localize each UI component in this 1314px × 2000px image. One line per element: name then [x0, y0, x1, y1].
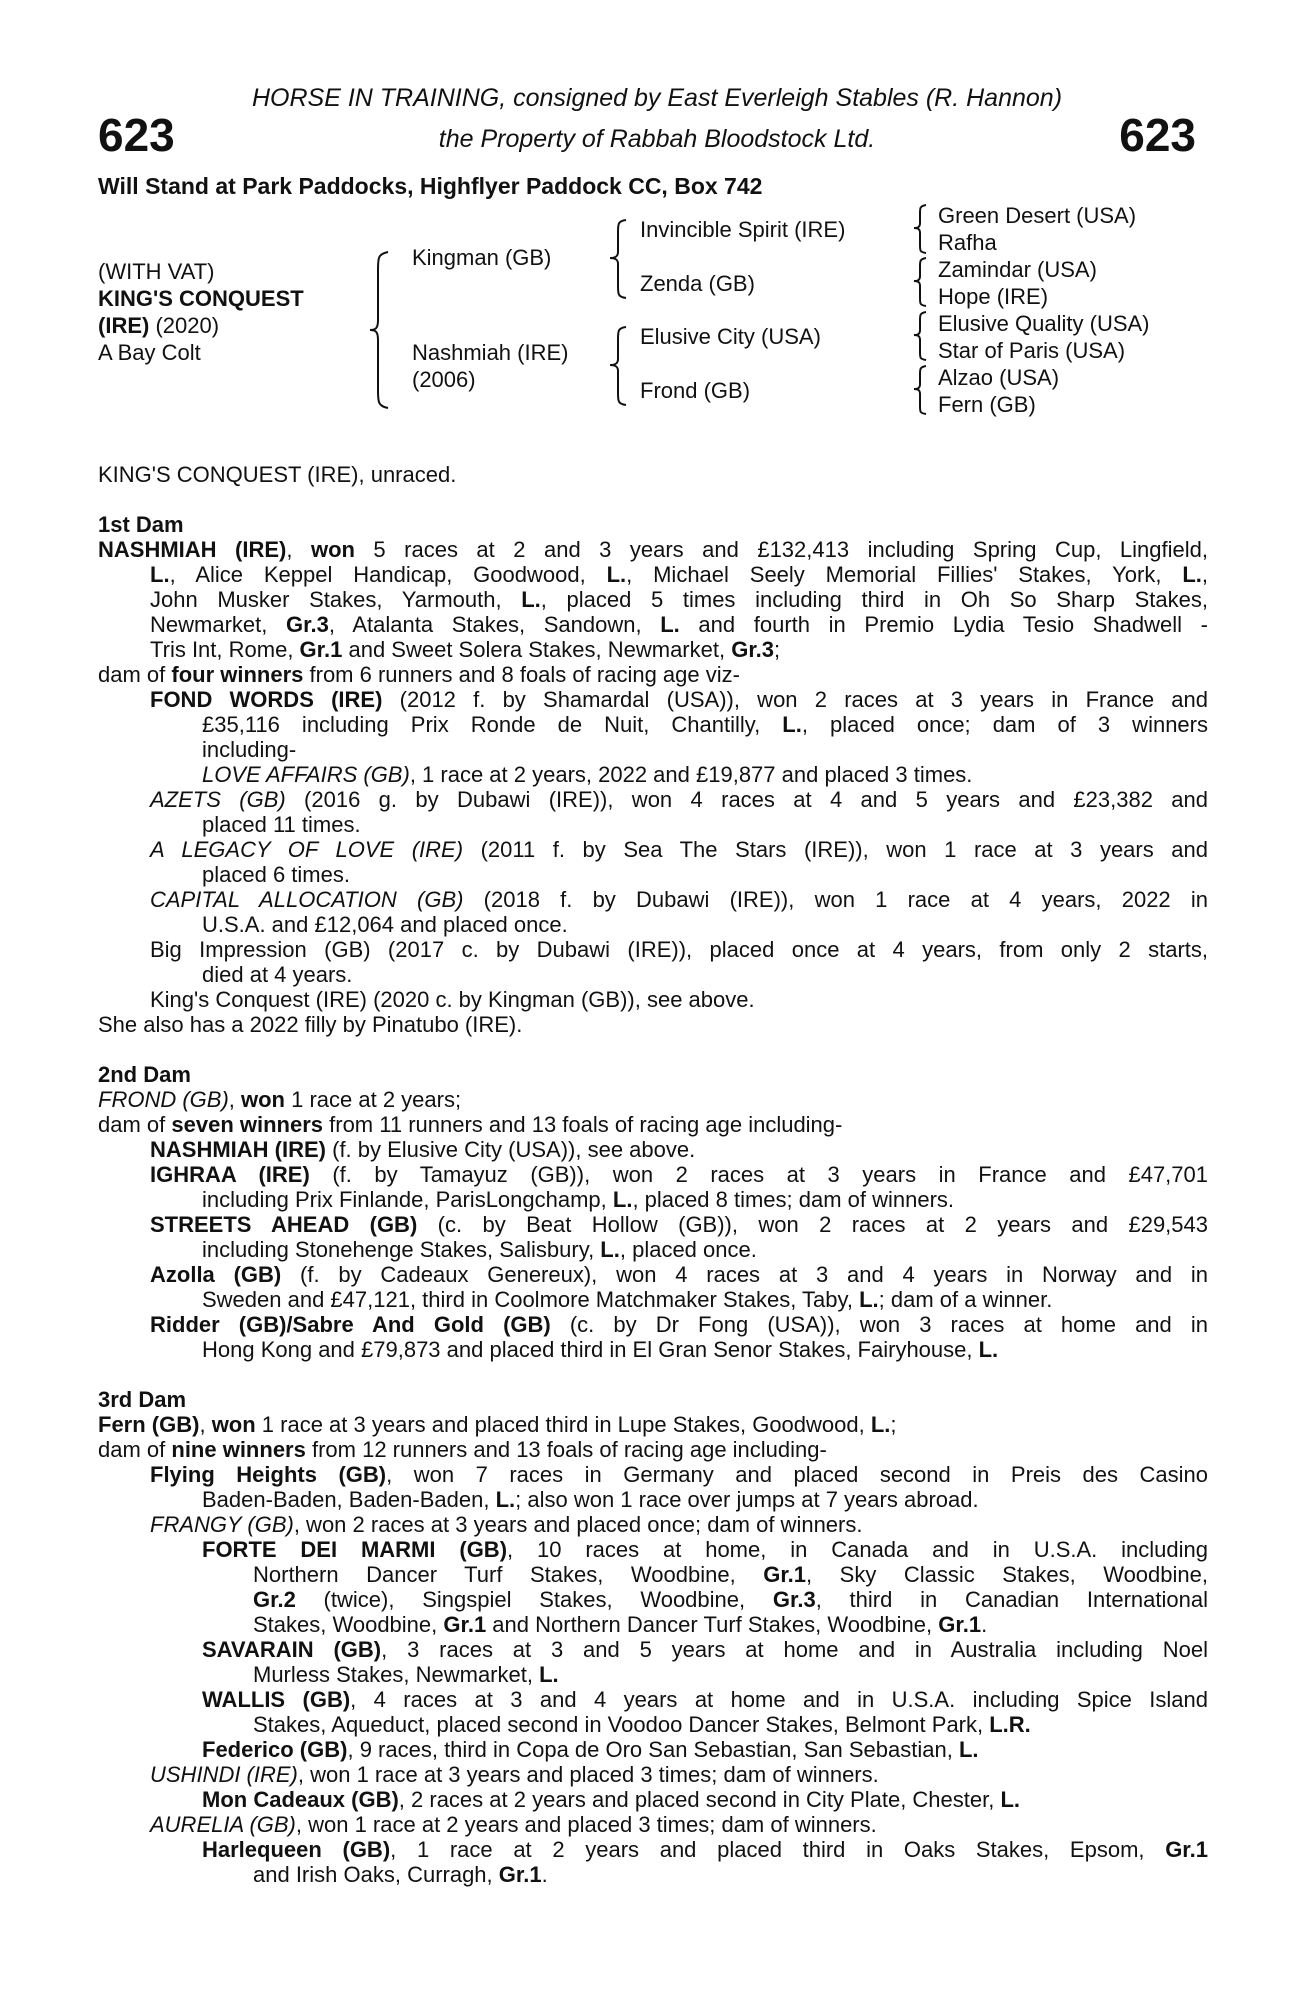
consignment-line: HORSE IN TRAINING, consigned by East Everleigh Stables (R. Hannon) — [251, 84, 1063, 112]
produce-entry: Ridder (GB)/Sabre And Gold (GB) (c. by Dr Fong (USA)), won 3 races at home and in — [150, 1312, 1209, 1337]
dam: Nashmiah (IRE) — [412, 340, 569, 365]
produce-entry: Stakes, Aqueduct, placed second in Voodoo Dancer Stakes, Belmont Park, L.R. — [253, 1712, 1031, 1737]
produce-entry: including Stonehenge Stakes, Salisbury, L., placed once. — [202, 1237, 757, 1262]
produce-entry: Mon Cadeaux (GB), 2 races at 2 years and placed second in City Plate, Chester, L. — [202, 1787, 1021, 1812]
produce-entry: and Irish Oaks, Curragh, Gr.1. — [253, 1862, 548, 1887]
produce-entry: died at 4 years. — [202, 962, 353, 987]
produce-entry: including- — [202, 737, 297, 762]
produce-entry: Hong Kong and £79,873 and placed third in El Gran Senor Stakes, Fairyhouse, L. — [202, 1337, 999, 1362]
produce-entry: AURELIA (GB), won 1 race at 2 years and placed 3 times; dam of winners. — [150, 1812, 877, 1837]
produce-entry: Gr.2 (twice), Singspiel Stakes, Woodbine, Gr.3, third in Canadian International — [253, 1587, 1208, 1612]
racing-status: KING'S CONQUEST (IRE), unraced. — [98, 462, 457, 487]
produce-entry: Harlequeen (GB), 1 race at 2 years and placed third in Oaks Stakes, Epsom, Gr.1 — [202, 1837, 1208, 1862]
dam2-line: FROND (GB), won 1 race at 2 years; — [98, 1087, 462, 1112]
dam3-produce-summary: dam of nine winners from 12 runners and 13 foals of racing age including- — [98, 1437, 827, 1462]
dam3-line: Fern (GB), won 1 race at 3 years and placed third in Lupe Stakes, Goodwood, L.; — [98, 1412, 897, 1437]
produce-entry: SAVARAIN (GB), 3 races at 3 and 5 years at home and in Australia including Noel — [202, 1637, 1208, 1662]
produce-entry: A LEGACY OF LOVE (IRE) (2011 f. by Sea The Stars (IRE)), won 1 race at 3 years and — [150, 837, 1208, 862]
dam3-heading: 3rd Dam — [98, 1387, 187, 1412]
produce-entry: AZETS (GB) (2016 g. by Dubawi (IRE)), won 4 races at 4 and 5 years and £23,382 and — [150, 787, 1209, 812]
produce-entry: FORTE DEI MARMI (GB), 10 races at home, in Canada and in U.S.A. including — [202, 1537, 1208, 1562]
produce-entry: £35,116 including Prix Ronde de Nuit, Chantilly, L., placed once; dam of 3 winners — [202, 712, 1208, 737]
dam2-produce-summary: dam of seven winners from 11 runners and 13 foals of racing age including- — [98, 1112, 843, 1137]
produce-entry: CAPITAL ALLOCATION (GB) (2018 f. by Dubawi (IRE)), won 1 race at 4 years, 2022 in — [150, 887, 1208, 912]
sd-sire: Zamindar (USA) — [938, 257, 1097, 282]
lot-number-right: 623 — [1119, 109, 1196, 161]
ss-dam: Rafha — [938, 230, 997, 255]
produce-entry: Stakes, Woodbine, Gr.1 and Northern Dancer Turf Stakes, Woodbine, Gr.1. — [253, 1612, 988, 1637]
ds-dam: Star of Paris (USA) — [938, 338, 1126, 363]
produce-entry: LOVE AFFAIRS (GB), 1 race at 2 years, 2022 and £19,877 and placed 3 times. — [202, 762, 973, 787]
sd-dam: Hope (IRE) — [938, 284, 1049, 309]
dd-brace — [912, 364, 930, 416]
produce-entry: King's Conquest (IRE) (2020 c. by Kingman (GB)), see above. — [150, 987, 755, 1012]
produce-entry: She also has a 2022 filly by Pinatubo (IRE). — [98, 1012, 523, 1037]
ds-sire: Elusive Quality (USA) — [938, 311, 1150, 336]
vat-note: (WITH VAT) — [98, 259, 215, 284]
ss-brace — [912, 203, 930, 255]
produce-entry: Northern Dancer Turf Stakes, Woodbine, Gr.1, Sky Classic Stakes, Woodbine, — [253, 1562, 1208, 1587]
dam1-line: NASHMIAH (IRE), won 5 races at 2 and 3 years and £132,413 including Spring Cup, Lingfield, — [98, 537, 1208, 562]
horse-description: A Bay Colt — [98, 340, 201, 365]
produce-entry: Flying Heights (GB), won 7 races in Germany and placed second in Preis des Casino — [150, 1462, 1208, 1487]
produce-entry: Sweden and £47,121, third in Coolmore Matchmaker Stakes, Taby, L.; dam of a winner. — [202, 1287, 1053, 1312]
produce-entry: WALLIS (GB), 4 races at 3 and 4 years at home and in U.S.A. including Spice Island — [202, 1687, 1208, 1712]
dam1-line: Tris Int, Rome, Gr.1 and Sweet Solera Stakes, Newmarket, Gr.3; — [150, 637, 781, 662]
stand-location: Will Stand at Park Paddocks, Highflyer Paddock CC, Box 742 — [98, 173, 763, 199]
dam1-produce-summary: dam of four winners from 6 runners and 8 foals of racing age viz- — [98, 662, 740, 687]
produce-entry: Azolla (GB) (f. by Cadeaux Genereux), won 4 races at 3 and 4 years in Norway and in — [150, 1262, 1208, 1287]
produce-entry: Federico (GB), 9 races, third in Copa de Oro San Sebastian, San Sebastian, L. — [202, 1737, 979, 1762]
sd-brace — [912, 256, 930, 308]
produce-entry: STREETS AHEAD (GB) (c. by Beat Hollow (GB)), won 2 races at 2 years and £29,543 — [150, 1212, 1208, 1237]
produce-entry: Murless Stakes, Newmarket, L. — [253, 1662, 559, 1687]
produce-entry: IGHRAA (IRE) (f. by Tamayuz (GB)), won 2 races at 3 years in France and £47,701 — [150, 1162, 1208, 1187]
produce-entry: placed 6 times. — [202, 862, 350, 887]
dam-dam: Frond (GB) — [640, 378, 751, 403]
dam-year: (2006) — [412, 367, 476, 392]
lot-number-left: 623 — [98, 109, 175, 161]
dam-sire: Elusive City (USA) — [640, 324, 821, 349]
produce-entry: Baden-Baden, Baden-Baden, L.; also won 1 race over jumps at 7 years abroad. — [202, 1487, 979, 1512]
produce-entry: FOND WORDS (IRE) (2012 f. by Shamardal (USA)), won 2 races at 3 years in France and — [150, 687, 1208, 712]
produce-entry: FRANGY (GB), won 2 races at 3 years and placed once; dam of winners. — [150, 1512, 863, 1537]
sire-dam: Zenda (GB) — [640, 271, 755, 296]
produce-entry: U.S.A. and £12,064 and placed once. — [202, 912, 568, 937]
ss-sire: Green Desert (USA) — [938, 203, 1137, 228]
produce-entry: USHINDI (IRE), won 1 race at 3 years and placed 3 times; dam of winners. — [150, 1762, 879, 1787]
dam-brace — [608, 325, 630, 407]
horse-name-suffix: (IRE) (2020) — [98, 313, 220, 338]
ds-brace — [912, 310, 930, 362]
dd-dam: Fern (GB) — [938, 392, 1036, 417]
produce-entry: Big Impression (GB) (2017 c. by Dubawi (IRE)), placed once at 4 years, from only 2 starts, — [150, 937, 1208, 962]
sire: Kingman (GB) — [412, 245, 552, 270]
sire-sire: Invincible Spirit (IRE) — [640, 217, 846, 242]
produce-entry: NASHMIAH (IRE) (f. by Elusive City (USA)), see above. — [150, 1137, 696, 1162]
main-brace — [368, 250, 394, 410]
produce-entry: placed 11 times. — [202, 812, 361, 837]
dam1-line: Newmarket, Gr.3, Atalanta Stakes, Sandown, L. and fourth in Premio Lydia Tesio Shadwell - — [150, 612, 1208, 637]
dam1-heading: 1st Dam — [98, 512, 184, 537]
dam1-line: John Musker Stakes, Yarmouth, L., placed 5 times including third in Oh So Sharp Stakes, — [150, 587, 1209, 612]
horse-name: KING'S CONQUEST — [98, 286, 304, 311]
property-line: the Property of Rabbah Bloodstock Ltd. — [438, 125, 876, 153]
catalogue-text — [98, 462, 1208, 1887]
dd-sire: Alzao (USA) — [938, 365, 1060, 390]
dam2-heading: 2nd Dam — [98, 1062, 191, 1087]
produce-entry: including Prix Finlande, ParisLongchamp, L., placed 8 times; dam of winners. — [202, 1187, 955, 1212]
dam1-line: L., Alice Keppel Handicap, Goodwood, L., Michael Seely Memorial Fillies' Stakes, York, L., — [150, 562, 1208, 587]
sire-brace — [608, 218, 630, 300]
